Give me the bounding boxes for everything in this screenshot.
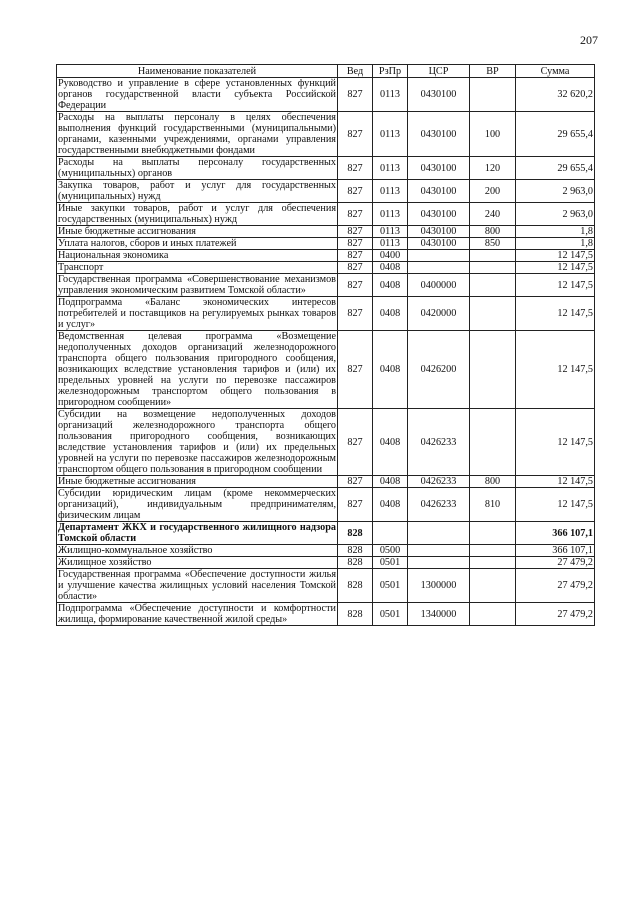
table-row xyxy=(57,203,595,226)
cell-sum: 29 655,4 xyxy=(516,157,595,180)
cell-vr: 200 xyxy=(470,180,516,203)
cell-name: Департамент ЖКХ и государственного жилищного надзора Томской области xyxy=(58,522,336,544)
cell-ved: 827 xyxy=(338,274,373,297)
cell-csr: 0430100 xyxy=(408,112,470,157)
cell-vr xyxy=(470,78,516,112)
cell-ved: 827 xyxy=(338,250,373,262)
cell-vr: 810 xyxy=(470,488,516,522)
cell-rzpr: 0408 xyxy=(373,331,408,409)
cell-ved: 827 xyxy=(338,297,373,331)
table-row xyxy=(57,569,595,603)
cell-rzpr: 0408 xyxy=(373,274,408,297)
cell-vr: 240 xyxy=(470,203,516,226)
cell-rzpr: 0113 xyxy=(373,112,408,157)
table-row xyxy=(57,112,595,157)
cell-rzpr: 0408 xyxy=(373,409,408,476)
cell-csr xyxy=(408,250,470,262)
cell-rzpr: 0113 xyxy=(373,238,408,250)
table-row xyxy=(57,262,595,274)
table-row xyxy=(57,180,595,203)
cell-ved: 827 xyxy=(338,112,373,157)
cell-csr xyxy=(408,557,470,569)
cell-sum: 1,8 xyxy=(516,226,595,238)
cell-name: Иные закупки товаров, работ и услуг для обеспечения государственных (муниципальных) нужд xyxy=(58,203,336,225)
cell-csr xyxy=(408,545,470,557)
cell-sum: 12 147,5 xyxy=(516,297,595,331)
cell-ved: 827 xyxy=(338,476,373,488)
cell-ved: 827 xyxy=(338,488,373,522)
cell-csr: 0430100 xyxy=(408,226,470,238)
budget-table xyxy=(56,64,595,626)
table-row xyxy=(57,331,595,409)
cell-csr xyxy=(408,262,470,274)
table-row xyxy=(57,488,595,522)
table-row xyxy=(57,603,595,626)
table-row xyxy=(57,238,595,250)
cell-name: Расходы на выплаты персоналу в целях обеспечения выполнения функций государственными (муниципальными) органами, казенными учреждениями, органами управления государственными внебюджетными фондами xyxy=(58,112,336,156)
cell-vr: 800 xyxy=(470,476,516,488)
cell-rzpr: 0408 xyxy=(373,262,408,274)
cell-ved: 828 xyxy=(338,603,373,626)
cell-ved: 828 xyxy=(338,557,373,569)
cell-sum: 12 147,5 xyxy=(516,488,595,522)
cell-sum: 12 147,5 xyxy=(516,476,595,488)
cell-vr xyxy=(470,409,516,476)
table-row xyxy=(57,409,595,476)
cell-ved: 827 xyxy=(338,331,373,409)
cell-sum: 29 655,4 xyxy=(516,112,595,157)
cell-vr xyxy=(470,331,516,409)
cell-sum: 27 479,2 xyxy=(516,557,595,569)
cell-vr: 800 xyxy=(470,226,516,238)
table-row xyxy=(57,522,595,545)
cell-vr xyxy=(470,569,516,603)
cell-ved: 827 xyxy=(338,180,373,203)
table-row xyxy=(57,78,595,112)
cell-name: Уплата налогов, сборов и иных платежей xyxy=(57,238,338,250)
table-row xyxy=(57,545,595,557)
table-row xyxy=(57,157,595,180)
cell-rzpr: 0113 xyxy=(373,78,408,112)
cell-csr: 0420000 xyxy=(408,297,470,331)
cell-ved: 827 xyxy=(338,262,373,274)
cell-vr xyxy=(470,297,516,331)
header-vr: ВР xyxy=(470,65,516,78)
table-row xyxy=(57,250,595,262)
cell-name: Государственная программа «Обеспечение доступности жилья и улучшение качества жилищных условий населения Томской области» xyxy=(58,569,336,602)
header-rzpr: РзПр xyxy=(373,65,408,78)
cell-sum: 366 107,1 xyxy=(516,522,595,545)
cell-name: Расходы на выплаты персоналу государственных (муниципальных) органов xyxy=(58,157,336,179)
cell-ved: 827 xyxy=(338,157,373,180)
cell-rzpr: 0113 xyxy=(373,226,408,238)
cell-csr: 0430100 xyxy=(408,203,470,226)
cell-ved: 827 xyxy=(338,78,373,112)
cell-csr xyxy=(408,522,470,545)
cell-rzpr: 0501 xyxy=(373,603,408,626)
cell-sum: 12 147,5 xyxy=(516,262,595,274)
cell-sum: 1,8 xyxy=(516,238,595,250)
header-csr: ЦСР xyxy=(408,65,470,78)
table-row xyxy=(57,297,595,331)
cell-name: Иные бюджетные ассигнования xyxy=(57,226,338,238)
cell-name: Иные бюджетные ассигнования xyxy=(57,476,338,488)
cell-rzpr: 0113 xyxy=(373,157,408,180)
cell-sum: 32 620,2 xyxy=(516,78,595,112)
cell-csr: 0400000 xyxy=(408,274,470,297)
cell-name: Государственная программа «Совершенствование механизмов управления экономическим развитием Томской области» xyxy=(58,274,336,296)
cell-rzpr: 0501 xyxy=(373,557,408,569)
cell-vr: 100 xyxy=(470,112,516,157)
cell-csr: 0426233 xyxy=(408,409,470,476)
cell-name: Ведомственная целевая программа «Возмещение недополученных доходов организаций железнодорожного транспорта общего пользования пригородного сообщения, возникающих вследствие установления тарифов и (или) их предельных уровней на услуги по перевозке пассажиров железнодорожным транспортом общего пользования в пригородном сообщении» xyxy=(58,331,336,408)
cell-csr: 1340000 xyxy=(408,603,470,626)
header-ved: Вед xyxy=(338,65,373,78)
cell-name: Жилищное хозяйство xyxy=(57,557,338,569)
cell-vr: 850 xyxy=(470,238,516,250)
cell-vr xyxy=(470,522,516,545)
header-name: Наименование показателей xyxy=(57,65,338,78)
table-row xyxy=(57,476,595,488)
table-row xyxy=(57,557,595,569)
cell-ved: 828 xyxy=(338,569,373,603)
cell-rzpr: 0113 xyxy=(373,203,408,226)
cell-rzpr: 0408 xyxy=(373,476,408,488)
cell-csr: 0430100 xyxy=(408,180,470,203)
cell-vr: 120 xyxy=(470,157,516,180)
table-header-row xyxy=(57,65,595,78)
cell-ved: 827 xyxy=(338,203,373,226)
cell-sum: 2 963,0 xyxy=(516,180,595,203)
cell-ved: 828 xyxy=(338,522,373,545)
cell-name: Подпрограмма «Баланс экономических интересов потребителей и поставщиков на регулируемых рынках товаров и услуг» xyxy=(58,297,336,330)
cell-name: Субсидии на возмещение недополученных доходов организаций железнодорожного транспорта общего пользования пригородного сообщения, возникающих вследствие установления тарифов и (или) их предельных уровней на услуги по перевозке пассажиров железнодорожным транспортом общего пользования в пригородном сообщении xyxy=(58,409,336,475)
cell-name: Жилищно-коммунальное хозяйство xyxy=(57,545,338,557)
cell-vr xyxy=(470,603,516,626)
cell-sum: 27 479,2 xyxy=(516,603,595,626)
cell-rzpr: 0113 xyxy=(373,180,408,203)
cell-csr: 0426233 xyxy=(408,476,470,488)
cell-vr xyxy=(470,545,516,557)
cell-rzpr: 0501 xyxy=(373,569,408,603)
page-number: 207 xyxy=(580,33,598,47)
cell-csr: 0430100 xyxy=(408,238,470,250)
cell-rzpr xyxy=(373,522,408,545)
cell-csr: 0426200 xyxy=(408,331,470,409)
header-sum: Сумма xyxy=(516,65,595,78)
table-row xyxy=(57,226,595,238)
cell-rzpr: 0408 xyxy=(373,488,408,522)
cell-sum: 12 147,5 xyxy=(516,274,595,297)
cell-rzpr: 0408 xyxy=(373,297,408,331)
cell-name: Руководство и управление в сфере установленных функций органов государственной власти субъекта Российской Федерации xyxy=(58,78,336,111)
cell-ved: 827 xyxy=(338,226,373,238)
cell-csr: 1300000 xyxy=(408,569,470,603)
cell-vr xyxy=(470,250,516,262)
cell-csr: 0430100 xyxy=(408,78,470,112)
table-row xyxy=(57,274,595,297)
cell-sum: 12 147,5 xyxy=(516,250,595,262)
cell-rzpr: 0400 xyxy=(373,250,408,262)
cell-sum: 2 963,0 xyxy=(516,203,595,226)
cell-ved: 827 xyxy=(338,409,373,476)
cell-name: Закупка товаров, работ и услуг для государственных (муниципальных) нужд xyxy=(58,180,336,202)
cell-ved: 827 xyxy=(338,238,373,250)
cell-name: Субсидии юридическим лицам (кроме некоммерческих организаций), индивидуальным предпринимателям, физическим лицам xyxy=(58,488,336,521)
cell-vr xyxy=(470,274,516,297)
cell-name: Транспорт xyxy=(57,262,338,274)
cell-rzpr: 0500 xyxy=(373,545,408,557)
cell-sum: 12 147,5 xyxy=(516,409,595,476)
cell-ved: 828 xyxy=(338,545,373,557)
cell-sum: 12 147,5 xyxy=(516,331,595,409)
cell-csr: 0426233 xyxy=(408,488,470,522)
cell-sum: 366 107,1 xyxy=(516,545,595,557)
cell-csr: 0430100 xyxy=(408,157,470,180)
cell-vr xyxy=(470,557,516,569)
cell-name: Подпрограмма «Обеспечение доступности и комфортности жилища, формирование качественной жилой среды» xyxy=(58,603,336,625)
cell-sum: 27 479,2 xyxy=(516,569,595,603)
cell-name: Национальная экономика xyxy=(57,250,338,262)
cell-vr xyxy=(470,262,516,274)
